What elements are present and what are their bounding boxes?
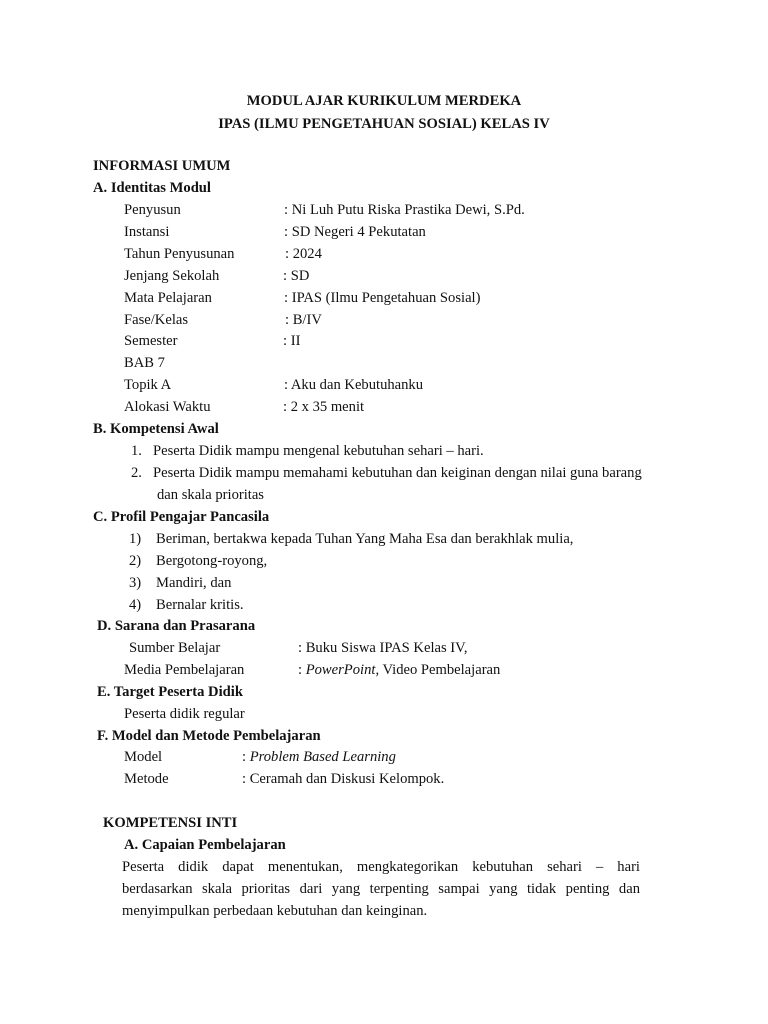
sarana-label: Sumber Belajar: [129, 640, 221, 656]
list-number: 1): [129, 531, 142, 547]
subsection-heading-kompetensi-awal: B. Kompetensi Awal: [93, 421, 219, 437]
identitas-label-bab: BAB 7: [124, 355, 165, 371]
identitas-label: Topik A: [124, 377, 172, 393]
document-title: MODUL AJAR KURIKULUM MERDEKA: [246, 93, 522, 109]
list-number: 2): [129, 553, 142, 569]
list-number: 2.: [131, 465, 142, 481]
identitas-label: Mata Pelajaran: [124, 290, 212, 306]
list-item: Peserta Didik mampu mengenal kebutuhan sehari – hari.: [153, 443, 484, 459]
list-number: 3): [129, 575, 142, 591]
metode-value: : Ceramah dan Diskusi Kelompok.: [242, 771, 445, 787]
target-text: Peserta didik regular: [124, 706, 245, 722]
list-number: 1.: [131, 443, 142, 459]
identitas-label: Instansi: [124, 224, 170, 240]
sarana-label: Media Pembelajaran: [124, 662, 245, 678]
identitas-value: : Aku dan Kebutuhanku: [284, 377, 424, 393]
paragraph-line: Peserta didik dapat menentukan, mengkategorikan kebutuhan sehari – hari: [122, 859, 640, 875]
metode-label: Metode: [124, 771, 169, 787]
identitas-label: Semester: [124, 333, 178, 349]
separator: :: [298, 662, 306, 678]
subsection-heading-target-peserta: E. Target Peserta Didik: [97, 684, 243, 700]
media-value-rest: , Video Pembelajaran: [375, 662, 501, 678]
identitas-value: : SD Negeri 4 Pekutatan: [284, 224, 426, 240]
identitas-value: : IPAS (Ilmu Pengetahuan Sosial): [284, 290, 481, 306]
identitas-label: Alokasi Waktu: [124, 399, 211, 415]
list-item-continuation: dan skala prioritas: [157, 487, 264, 503]
identitas-label: Fase/Kelas: [124, 312, 189, 328]
identitas-value: : 2 x 35 menit: [283, 399, 365, 415]
subsection-heading-profil-pancasila: C. Profil Pengajar Pancasila: [93, 509, 270, 525]
identitas-label: Tahun Penyusunan: [124, 246, 235, 262]
section-heading-informasi-umum: INFORMASI UMUM: [93, 158, 231, 174]
list-item: Beriman, bertakwa kepada Tuhan Yang Maha Esa dan berakhlak mulia,: [156, 531, 574, 547]
subsection-heading-identitas-modul: A. Identitas Modul: [93, 180, 211, 196]
list-item: Bergotong-royong,: [156, 553, 268, 569]
sarana-value: : Buku Siswa IPAS Kelas IV,: [298, 640, 468, 656]
model-value: [242, 750, 396, 765]
sarana-value: [298, 663, 500, 678]
identitas-value: : II: [283, 333, 301, 349]
identitas-value: : SD: [283, 268, 310, 284]
list-item: Bernalar kritis.: [156, 597, 244, 613]
identitas-label: Penyusun: [124, 202, 181, 218]
list-item: Mandiri, dan: [156, 575, 232, 591]
list-number: 4): [129, 597, 142, 613]
document-subtitle: IPAS (ILMU PENGETAHUAN SOSIAL) KELAS IV: [218, 116, 550, 132]
list-item: Peserta Didik mampu memahami kebutuhan dan keiginan dengan nilai guna barang: [153, 465, 642, 481]
identitas-value: : 2024: [285, 246, 322, 262]
identitas-label: Jenjang Sekolah: [124, 268, 220, 284]
section-heading-kompetensi-inti: KOMPETENSI INTI: [103, 815, 238, 831]
separator: :: [242, 749, 250, 765]
subsection-heading-sarana-prasarana: D. Sarana dan Prasarana: [97, 618, 256, 634]
identitas-value: : Ni Luh Putu Riska Prastika Dewi, S.Pd.: [284, 202, 525, 218]
model-italic-value: Problem Based Learning: [249, 749, 396, 765]
identitas-value: : B/IV: [285, 312, 322, 328]
paragraph-line: menyimpulkan perbedaan kebutuhan dan keinginan.: [122, 903, 428, 919]
media-italic-value: PowerPoint: [305, 662, 376, 678]
subsection-heading-model-metode: F. Model dan Metode Pembelajaran: [97, 728, 321, 744]
model-label: Model: [124, 749, 163, 765]
paragraph-line: berdasarkan skala prioritas dari yang terpenting sampai yang tidak penting dan: [122, 881, 640, 897]
subsection-heading-capaian: A. Capaian Pembelajaran: [124, 837, 286, 853]
